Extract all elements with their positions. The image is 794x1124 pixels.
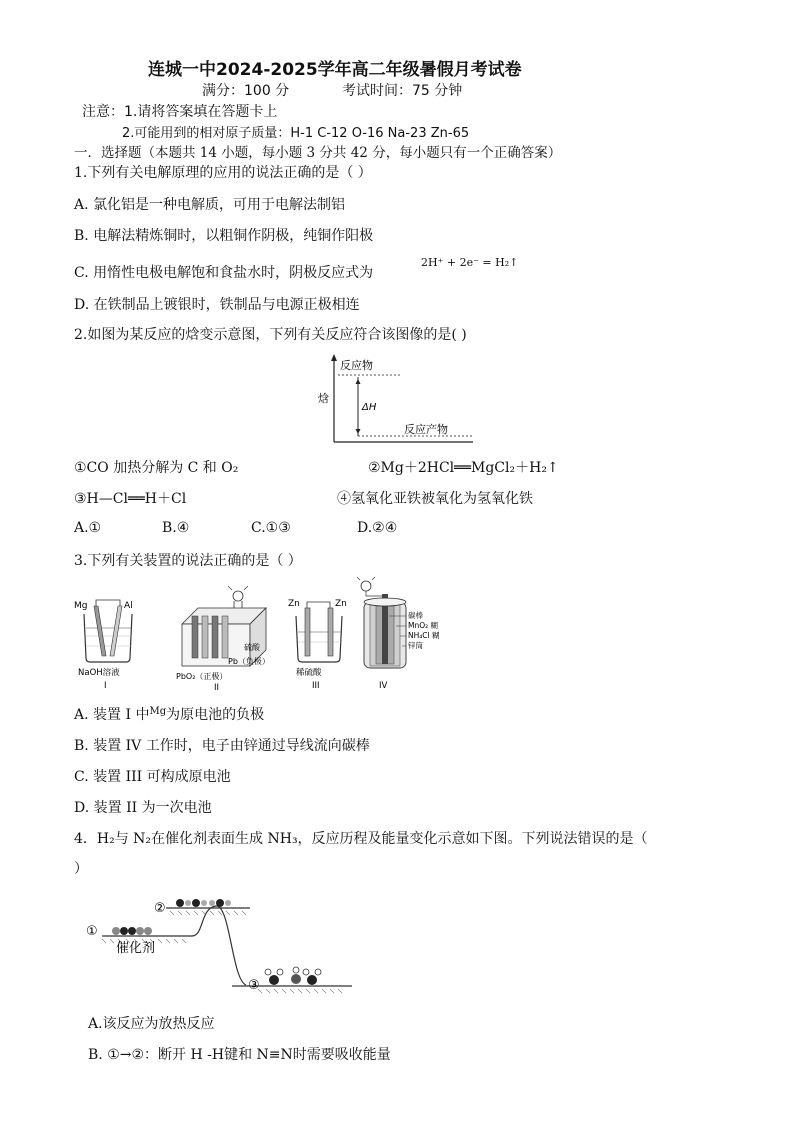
q3-option-a-mg: Mg xyxy=(149,706,167,717)
catalyst-label: 催化剂 xyxy=(116,941,156,956)
device-iv-nh4cl-label: NH₄Cl 糊 xyxy=(408,631,440,640)
enthalpy-axis-label: 焓 xyxy=(318,392,329,405)
device-i-al-label: Al xyxy=(124,601,133,611)
notice-2: 2.可能用到的相对原子质量：H-1 C-12 O-16 Na-23 Zn-65 xyxy=(122,126,470,141)
q4-stem: 4．H₂与 N₂在催化剂表面生成 NH₃，反应历程及能量变化示意如下图。下列说法错误的是（ xyxy=(74,831,648,847)
q3-option-a-prefix: A. 装置 I 中 xyxy=(74,707,150,723)
reactants-label: 反应物 xyxy=(340,359,373,372)
q3-option-d: D. 装置 II 为一次电池 xyxy=(74,800,212,816)
device-iii-solution-label: 稀硫酸 xyxy=(296,668,322,678)
q2-item-2: ②Mg＋2HCl══MgCl₂＋H₂↑ xyxy=(368,460,559,476)
q1-stem: 1.下列有关电解原理的应用的说法正确的是（ ） xyxy=(74,165,372,181)
q3-option-c: C. 装置 III 可构成原电池 xyxy=(74,769,231,785)
q2-item-1: ①CO 加热分解为 C 和 O₂ xyxy=(74,460,239,476)
device-i-label: I xyxy=(104,681,107,691)
device-iii-left-label: Zn xyxy=(288,599,300,609)
q2-item-4: ④氢氧化亚铁被氧化为氢氧化铁 xyxy=(337,491,533,507)
device-iv-label: IV xyxy=(379,681,388,691)
q1-option-c-formula: 2H⁺ + 2e⁻ = H₂↑ xyxy=(421,256,519,269)
q3-option-a xyxy=(74,704,264,724)
q3-option-a-suffix: 为原电池的负极 xyxy=(166,707,265,723)
q2-option-b: B.④ xyxy=(162,520,190,536)
q1-option-d: D. 在铁制品上镀银时，铁制品与电源正极相连 xyxy=(74,297,360,313)
device-i-mg-label: Mg xyxy=(74,601,88,611)
q2-item-3: ③H—Cl══H＋Cl xyxy=(74,491,187,507)
q4-stem-end: ） xyxy=(74,861,88,877)
device-i-solution-label: NaOH溶液 xyxy=(78,668,120,678)
state-2-label: ② xyxy=(154,901,166,916)
q2-option-d: D.②④ xyxy=(357,520,398,536)
q1-option-a: A. 氯化铝是一种电解质，可用于电解法制铝 xyxy=(74,197,346,213)
q4-option-a: A.该反应为放热反应 xyxy=(88,1016,215,1032)
device-iii-right-label: Zn xyxy=(335,599,347,609)
device-ii-label: II xyxy=(214,683,220,692)
reaction-path-diagram xyxy=(82,892,358,996)
section-heading: 一．选择题（本题共 14 小题，每小题 3 分共 42 分，每小题只有一个正确答案） xyxy=(74,145,562,161)
full-score: 满分：100 分 xyxy=(202,83,290,99)
exam-title: 连城一中2024-2025学年高二年级暑假月考试卷 xyxy=(148,60,522,80)
q3-option-b: B. 装置 IV 工作时，电子由锌通过导线流向碳棒 xyxy=(74,738,370,754)
device-iii-figure xyxy=(288,596,354,692)
state-1-label: ① xyxy=(86,924,98,939)
device-ii-negative-label: Pb（负极） xyxy=(228,657,270,666)
device-iv-mno2-label: MnO₂ 糊 xyxy=(408,621,439,630)
device-ii-acid-label: 硫酸 xyxy=(244,643,260,652)
q2-option-a: A.① xyxy=(74,520,102,536)
device-iv-figure xyxy=(352,576,456,692)
products-label: 反应产物 xyxy=(404,423,448,436)
q1-option-c: C. 用惰性电极电解饱和食盐水时，阴极反应式为 xyxy=(74,265,374,281)
delta-h-label: ΔH xyxy=(362,402,377,413)
notice-1: 注意：1.请将答案填在答题卡上 xyxy=(82,104,278,120)
device-iv-zinc-can-label: 锌筒 xyxy=(408,641,423,650)
exam-time: 考试时间：75 分钟 xyxy=(342,83,463,99)
enthalpy-diagram xyxy=(318,352,478,447)
q2-stem: 2.如图为某反应的焓变示意图，下列有关反应符合该图像的是( ) xyxy=(74,327,467,343)
q3-stem: 3.下列有关装置的说法正确的是（ ） xyxy=(74,553,302,569)
q1-option-b: B. 电解法精炼铜时，以粗铜作阴极，纯铜作阳极 xyxy=(74,228,374,244)
q2-option-c: C.①③ xyxy=(251,520,291,536)
device-iii-label: III xyxy=(312,681,320,691)
state-3-label: ③ xyxy=(248,978,260,993)
device-ii-figure xyxy=(176,584,276,692)
device-iv-rod-label: 碳棒 xyxy=(408,611,423,620)
device-i-figure xyxy=(74,596,154,692)
q4-option-b: B. ①→②：断开 H -H键和 N≡N时需要吸收能量 xyxy=(88,1047,391,1063)
device-ii-positive-label: PbO₂（正极） xyxy=(176,672,228,681)
